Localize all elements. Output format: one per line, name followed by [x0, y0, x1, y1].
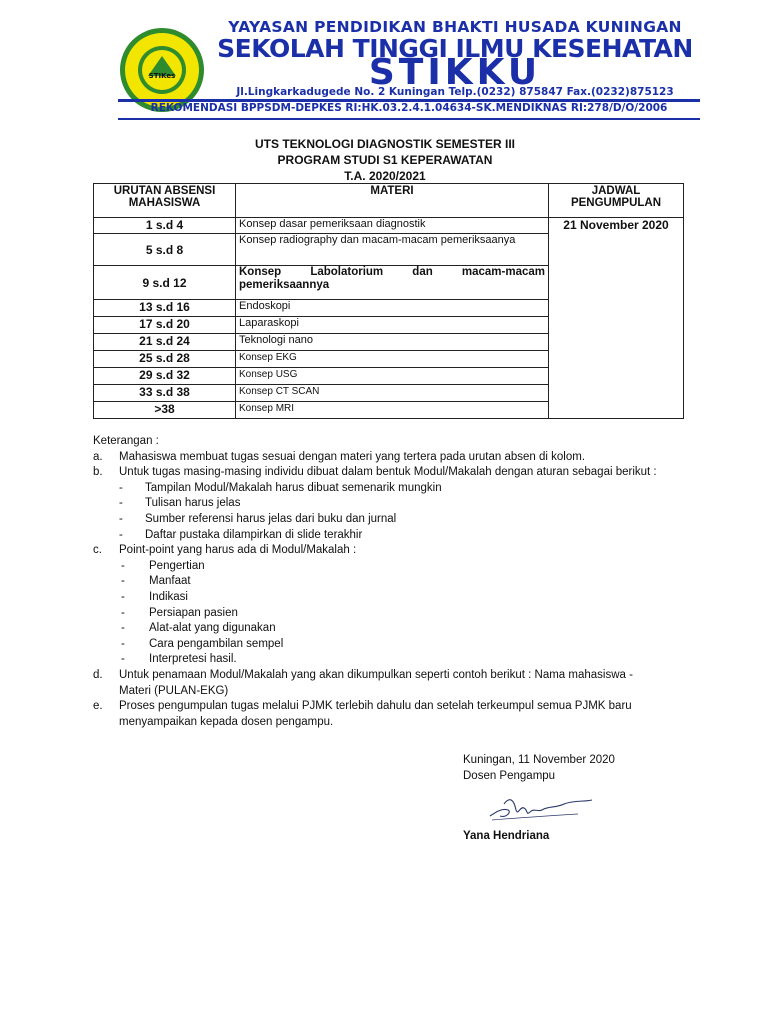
doc-year: T.A. 2020/2021 — [344, 169, 426, 183]
note-letter: d. — [93, 668, 103, 681]
note-text: Materi (PULAN-EKG) — [119, 684, 229, 697]
letterhead-rule-bottom — [118, 118, 700, 120]
foundation-name: YAYASAN PENDIDIKAN BHAKTI HUSADA KUNINGAN — [228, 18, 682, 36]
list-item: - Tulisan harus jelas — [119, 497, 241, 510]
institution-acronym: STIKKU — [368, 52, 542, 93]
list-item: - Cara pengambilan sempel — [121, 637, 284, 650]
note-letter: b. — [93, 466, 103, 479]
logo-label: STIKes — [148, 72, 176, 80]
note-text: Mahasiswa membuat tugas sesuai dengan materi yang tertera pada urutan absen di kolom. — [119, 450, 586, 463]
header-material: MATERI — [236, 184, 549, 218]
row-range: 29 s.d 32 — [94, 368, 236, 385]
row-topic: Konsep Labolatorium dan macam-macam pemeriksaannya — [236, 266, 549, 300]
doc-title: UTS TEKNOLOGI DIAGNOSTIK SEMESTER III — [254, 137, 515, 151]
row-topic: Laparaskopi — [236, 317, 549, 334]
list-item: - Manfaat — [121, 575, 191, 588]
row-topic: Konsep USG — [236, 368, 549, 385]
doc-program: PROGRAM STUDI S1 KEPERAWATAN — [277, 153, 493, 167]
note-d — [93, 668, 693, 684]
note-a — [93, 450, 693, 466]
recommendation-line: REKOMENDASI BPPSDM-DEPKES RI:HK.03.2.4.1.04634-SK.MENDIKNAS RI:278/D/O/2006 — [150, 102, 668, 114]
header-deadline: JADWAL PENGUMPULAN — [549, 184, 684, 218]
institution-address: Jl.Lingkarkadugede No. 2 Kuningan Telp.(0232) 875847 Fax.(0232)875123 — [236, 86, 674, 98]
schedule-table — [93, 183, 684, 419]
note-letter: e. — [93, 700, 103, 713]
note-e — [93, 699, 693, 715]
row-topic: Teknologi nano — [236, 334, 549, 351]
list-item: - Tampilan Modul/Makalah harus dibuat semenarik mungkin — [119, 481, 442, 494]
row-range: 17 s.d 20 — [94, 317, 236, 334]
note-c — [93, 543, 693, 559]
header-absence-order: URUTAN ABSENSI MAHASISWA — [94, 184, 236, 218]
row-range: 33 s.d 38 — [94, 385, 236, 402]
list-item: - Pengertian — [121, 559, 205, 572]
note-text: Point-point yang harus ada di Modul/Makalah : — [119, 544, 357, 557]
note-letter: a. — [93, 450, 103, 463]
list-item: - Daftar pustaka dilampirkan di slide terakhir — [119, 528, 363, 541]
row-topic: Konsep radiography dan macam-macam pemeriksaanya — [236, 234, 549, 266]
signature-place-date: Kuningan, 11 November 2020 — [463, 754, 615, 766]
handwritten-signature — [486, 790, 596, 826]
signature-name: Yana Hendriana — [463, 830, 550, 842]
note-b — [93, 465, 693, 481]
list-item: - Alat-alat yang digunakan — [121, 622, 276, 635]
row-topic: Konsep dasar pemeriksaan diagnostik — [236, 218, 549, 234]
deadline-cell: 21 November 2020 — [549, 218, 684, 419]
row-range: >38 — [94, 402, 236, 419]
list-item: - Persiapan pasien — [121, 606, 238, 619]
row-topic: Konsep MRI — [236, 402, 549, 419]
signature-role: Dosen Pengampu — [463, 770, 556, 782]
table-header-row — [94, 184, 684, 218]
row-topic: Konsep EKG — [236, 351, 549, 368]
note-letter: c. — [93, 544, 102, 557]
list-item: - Interpretesi hasil. — [121, 653, 237, 666]
row-topic: Konsep CT SCAN — [236, 385, 549, 402]
notes-section — [93, 434, 693, 730]
row-range: 9 s.d 12 — [94, 266, 236, 300]
note-d-cont — [93, 684, 693, 700]
list-item: - Sumber referensi harus jelas dari buku dan jurnal — [119, 512, 397, 525]
table-row — [94, 218, 684, 234]
note-text: Untuk tugas masing-masing individu dibuat dalam bentuk Modul/Makalah dengan aturan sebagai berikut : — [119, 466, 657, 479]
note-e-cont — [93, 715, 693, 731]
row-range: 21 s.d 24 — [94, 334, 236, 351]
row-range: 1 s.d 4 — [94, 218, 236, 234]
row-range: 5 s.d 8 — [94, 234, 236, 266]
list-item: - Indikasi — [121, 590, 188, 603]
institution-name: SEKOLAH TINGGI ILMU KESEHATAN — [217, 34, 693, 63]
note-text: Untuk penamaan Modul/Makalah yang akan dikumpulkan seperti contoh berikut : Nama mahasiswa - — [119, 668, 633, 681]
row-topic: Endoskopi — [236, 300, 549, 317]
note-text: menyampaikan kepada dosen pengampu. — [119, 715, 334, 728]
row-range: 25 s.d 28 — [94, 351, 236, 368]
row-range: 13 s.d 16 — [94, 300, 236, 317]
note-text: Proses pengumpulan tugas melalui PJMK terlebih dahulu dan setelah terkeumpul semua PJMK baru — [119, 700, 632, 713]
notes-heading: Keterangan : — [93, 435, 159, 447]
